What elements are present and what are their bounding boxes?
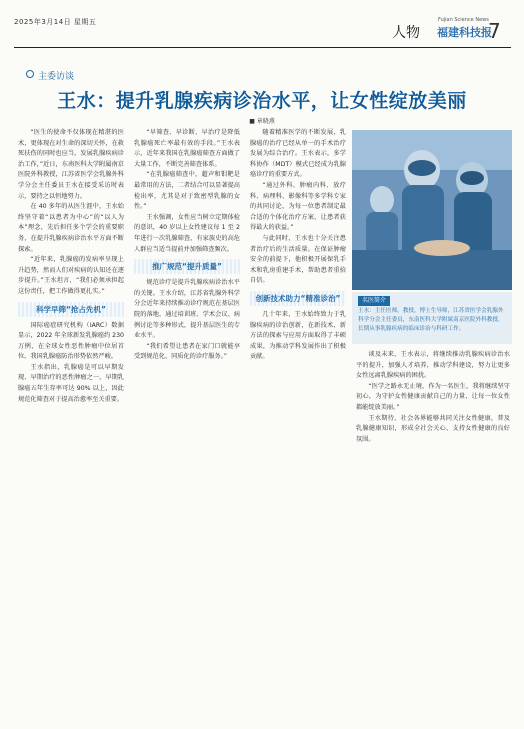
paragraph: 王水指出，乳腺癌是可以早期发现、早期治疗的恶性肿瘤之一，早期乳腺癌五年生存率可达 90% 以上，因此规范化筛查对于提高治愈率至关重要。 xyxy=(18,363,124,403)
subheading: 创新技术助力“精准诊治” xyxy=(250,291,346,306)
dateline: 2025年3月14日 星期五 xyxy=(14,18,97,26)
bio-title: 名医简介 xyxy=(358,296,390,306)
paragraph: 几十年来，王水始终致力于乳腺疾病的诊治创新，在新技术、新方法的探索与应用方面取得了丰硕成果，为推动学科发展作出了积极贡献。 xyxy=(250,310,346,361)
paragraph: “我们希望让患者在家门口就能享受到规范化、同质化的诊疗服务。” xyxy=(134,342,240,361)
article-column-2 xyxy=(134,128,240,718)
bio-text: 王水：主任医师，教授，博士生导师，江苏省医学会乳腺外科学分会主任委员，东南医科大学附属南京医院外科教授，长期从事乳腺疾病的临床诊治与科研工作。 xyxy=(358,308,504,332)
section-name: 人物 xyxy=(392,25,420,41)
article-headline: 王水：提升乳腺疾病诊治水平，让女性绽放美丽 xyxy=(57,90,467,112)
paragraph: “近年来，乳腺癌的发病率呈现上升趋势，然而人们对疾病的认知还在逐步提升。”王水坦言，“我们必须承担起这份责任，把工作做得更扎实。” xyxy=(18,256,124,295)
header-rule xyxy=(14,47,511,48)
brand-english: Fujian Science News xyxy=(438,17,489,23)
paragraph: 国际癌症研究机构（IARC）数据显示，2022 年全球新发乳腺癌约 230 万例，在全球女性恶性肿瘤中位居首位。我国乳腺癌防治形势依然严峻。 xyxy=(18,321,124,361)
paragraph: 谈及未来，王水表示，将继续推动乳腺疾病诊治水平的提升，加强人才培养，推动学科建设，努力让更多女性远离乳腺疾病的困扰。 xyxy=(356,351,510,380)
paragraph: “早筛查、早诊断、早治疗是降低乳腺癌死亡率最有效的手段。”王水表示，近年来我国在乳腺癌筛查方面做了大量工作，不断完善筛查体系。 xyxy=(134,129,240,168)
article-column-4 xyxy=(356,350,510,718)
paragraph: “医学之路永无止境，作为一名医生，我将继续坚守初心，为守护女性健康贡献自己的力量，让每一位女性都能绽放美丽。” xyxy=(356,382,510,411)
article-column-1 xyxy=(18,128,124,718)
subheading: 推广规范“提升质量” xyxy=(134,259,240,274)
circle-icon xyxy=(26,70,34,78)
article-column-3 xyxy=(250,128,346,718)
paragraph: 王水强调，女性应当树立定期体检的意识，40 岁以上女性建议每 1 至 2 年进行一次乳腺筛查，有家族史的高危人群应当适当提前并加强筛查频次。 xyxy=(134,213,240,253)
subheading: 科学早筛“抢占先机” xyxy=(18,302,124,317)
author-byline: ■ 章晓燕 xyxy=(249,118,275,125)
paragraph: “通过外科、肿瘤内科、放疗科、病理科、影像科等多学科专家的共同讨论，为每一位患者制定最合适的个体化治疗方案，让患者获得最大的获益。” xyxy=(250,181,346,232)
paragraph: 王水期待，社会各界能够共同关注女性健康，普及乳腺健康知识，形成全社会关心、支持女性健康的良好氛围。 xyxy=(356,414,510,443)
paragraph: 规范诊疗是提升乳腺疾病诊治水平的关键。王水介绍，江苏省乳腺外科学分会近年来持续推动诊疗规范在基层医院的落地，通过培训班、学术会议、病例讨论等多种形式，提升基层医生的专业水平。 xyxy=(134,279,240,340)
paragraph: 与此同时，王水也十分关注患者治疗后的生活质量。在保证肿瘤安全的前提下，他积极开展保乳手术和乳房重建手术，帮助患者重拾自信。 xyxy=(250,234,346,285)
paragraph: “在乳腺癌筛查中，超声和钼靶是最常用的方法，二者结合可以显著提高检出率，尤其是对于致密型乳腺的女性。” xyxy=(134,171,240,211)
paragraph: “医生的使命不仅体现在精湛的医术，更体现在对生命的深切关怀，在救死扶伤的同时也应当，发展乳腺疾病诊治工作，”近日，东南医科大学附属南京医院外科教授，江苏省医学会乳腺外科学分会主任委员王水在接受采访时表示，要持之以恒地努力。 xyxy=(18,129,124,200)
page-number: 7 xyxy=(488,19,501,43)
column-tag: 主委访谈 xyxy=(38,72,75,82)
paragraph: 随着精准医学的不断发展，乳腺癌的治疗已经从单一的手术治疗发展为综合治疗。王水表示，多学科协作（MDT）模式已经成为乳腺癌诊疗的重要方式。 xyxy=(250,129,346,179)
page-header xyxy=(0,0,524,48)
paragraph: 在 40 多年的从医生涯中，王水始终坚守着“以患者为中心”的“以人为本”理念，先后担任多个学会的重要职务，在提升乳腺疾病诊治水平方面不断探索。 xyxy=(18,203,124,253)
surgery-photo xyxy=(352,130,512,290)
brand-logo: 福建科技报 xyxy=(437,26,492,39)
